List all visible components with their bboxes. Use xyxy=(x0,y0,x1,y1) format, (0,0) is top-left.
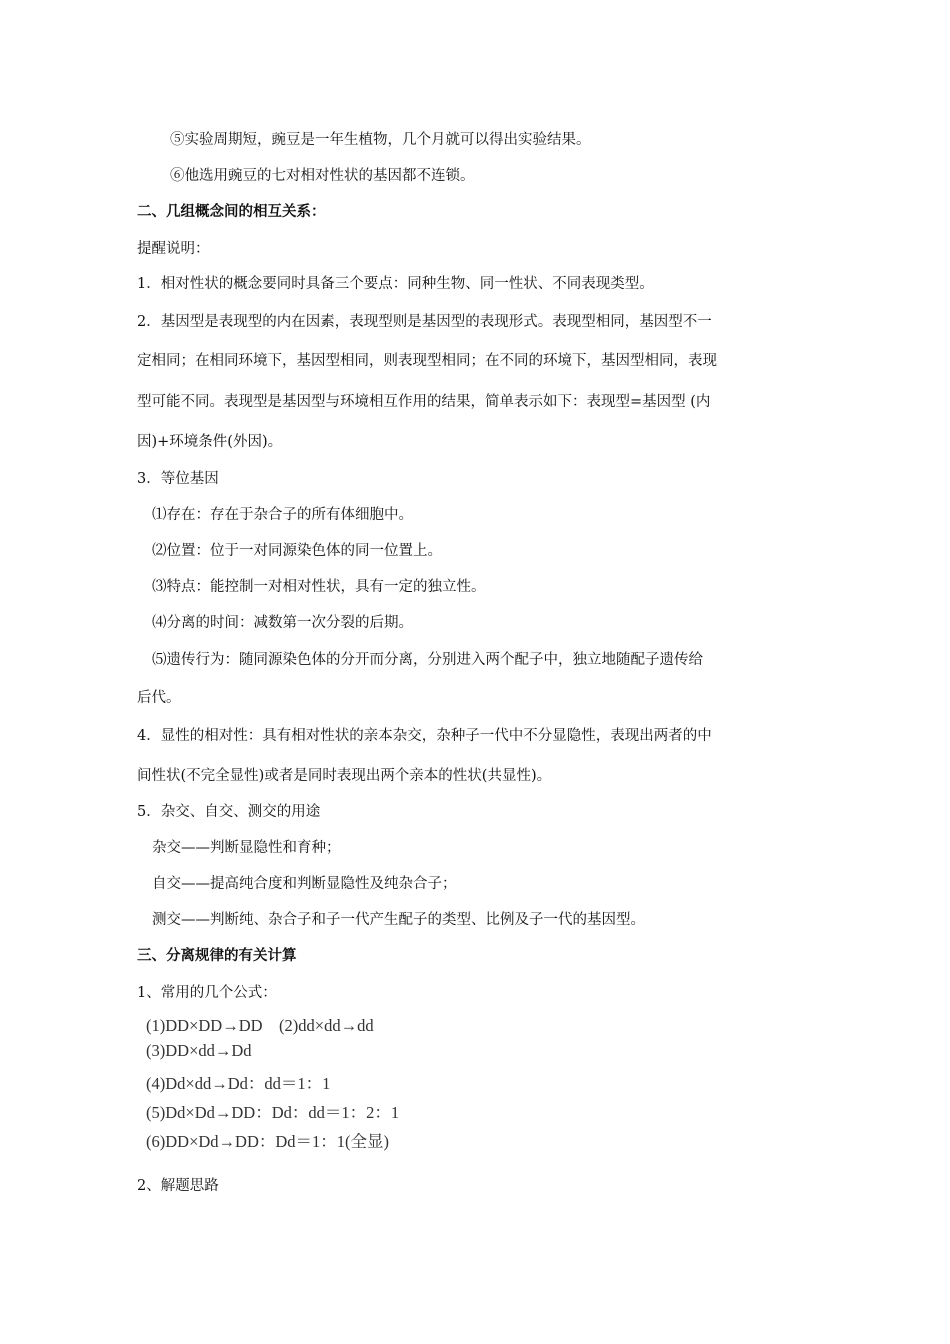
paragraph-2-line-3: 型可能不同。表现型是基因型与环境相互作用的结果，简单表示如下：表现型=基因型 (内 xyxy=(137,394,711,410)
allele-item-4: ⑷分离的时间：减数第一次分裂的后期。 xyxy=(152,615,413,631)
experiment-feature-5: ⑤实验周期短，豌豆是一年生植物，几个月就可以得出实验结果。 xyxy=(170,132,591,148)
cross-use-3: 测交——判断纯、杂合子和子一代产生配子的类型、比例及子一代的基因型。 xyxy=(152,912,645,928)
allele-item-5-cont: 后代。 xyxy=(137,690,181,706)
paragraph-2-line-4: 因)+环境条件(外因)。 xyxy=(137,434,283,450)
allele-item-3: ⑶特点：能控制一对相对性状，具有一定的独立性。 xyxy=(152,579,486,595)
allele-item-5: ⑸遗传行为：随同源染色体的分开而分离，分别进入两个配子中，独立地随配子遗传给 xyxy=(152,652,703,668)
allele-item-1: ⑴存在：存在于杂合子的所有体细胞中。 xyxy=(152,507,413,523)
paragraph-4-line-2: 间性状(不完全显性)或者是同时表现出两个亲本的性状(共显性)。 xyxy=(137,768,552,784)
allele-item-2: ⑵位置：位于一对同源染色体的同一位置上。 xyxy=(152,543,442,559)
section-2-heading: 二、几组概念间的相互关系： xyxy=(137,204,326,220)
formula-5: (6)DD×Dd→DD：Dd＝1：1(全显) xyxy=(146,1132,390,1151)
cross-use-2: 自交——提高纯合度和判断显隐性及纯杂合子； xyxy=(152,876,457,892)
formula-2: (3)DD×dd→Dd xyxy=(146,1041,252,1060)
reminder-label: 提醒说明： xyxy=(137,241,210,257)
experiment-feature-6: ⑥他选用豌豆的七对相对性状的基因都不连锁。 xyxy=(170,168,475,184)
paragraph-3-title: 3．等位基因 xyxy=(137,471,219,487)
section-3-heading: 三、分离规律的有关计算 xyxy=(137,948,297,964)
paragraph-2-line-2: 定相同；在相同环境下，基因型相同，则表现型相同；在不同的环境下，基因型相同，表现 xyxy=(137,353,717,369)
paragraph-1: 1．相对性状的概念要同时具备三个要点：同种生物、同一性状、不同表现类型。 xyxy=(137,276,654,292)
formula-1: (1)DD×DD→DD (2)dd×dd→dd xyxy=(146,1016,374,1035)
formula-3: (4)Dd×dd→Dd：dd＝1：1 xyxy=(146,1074,331,1093)
paragraph-5-title: 5．杂交、自交、测交的用途 xyxy=(137,804,321,820)
paragraph-4-line-1: 4．显性的相对性：具有相对性状的亲本杂交，杂种子一代中不分显隐性，表现出两者的中 xyxy=(137,728,712,744)
approach-title: 2、解题思路 xyxy=(137,1178,219,1194)
formula-4: (5)Dd×Dd→DD：Dd：dd＝1：2：1 xyxy=(146,1103,400,1122)
cross-use-1: 杂交——判断显隐性和育种； xyxy=(152,840,341,856)
formulas-title: 1、常用的几个公式： xyxy=(137,985,277,1001)
paragraph-2-line-1: 2．基因型是表现型的内在因素，表现型则是基因型的表现形式。表现型相同，基因型不一 xyxy=(137,314,712,330)
